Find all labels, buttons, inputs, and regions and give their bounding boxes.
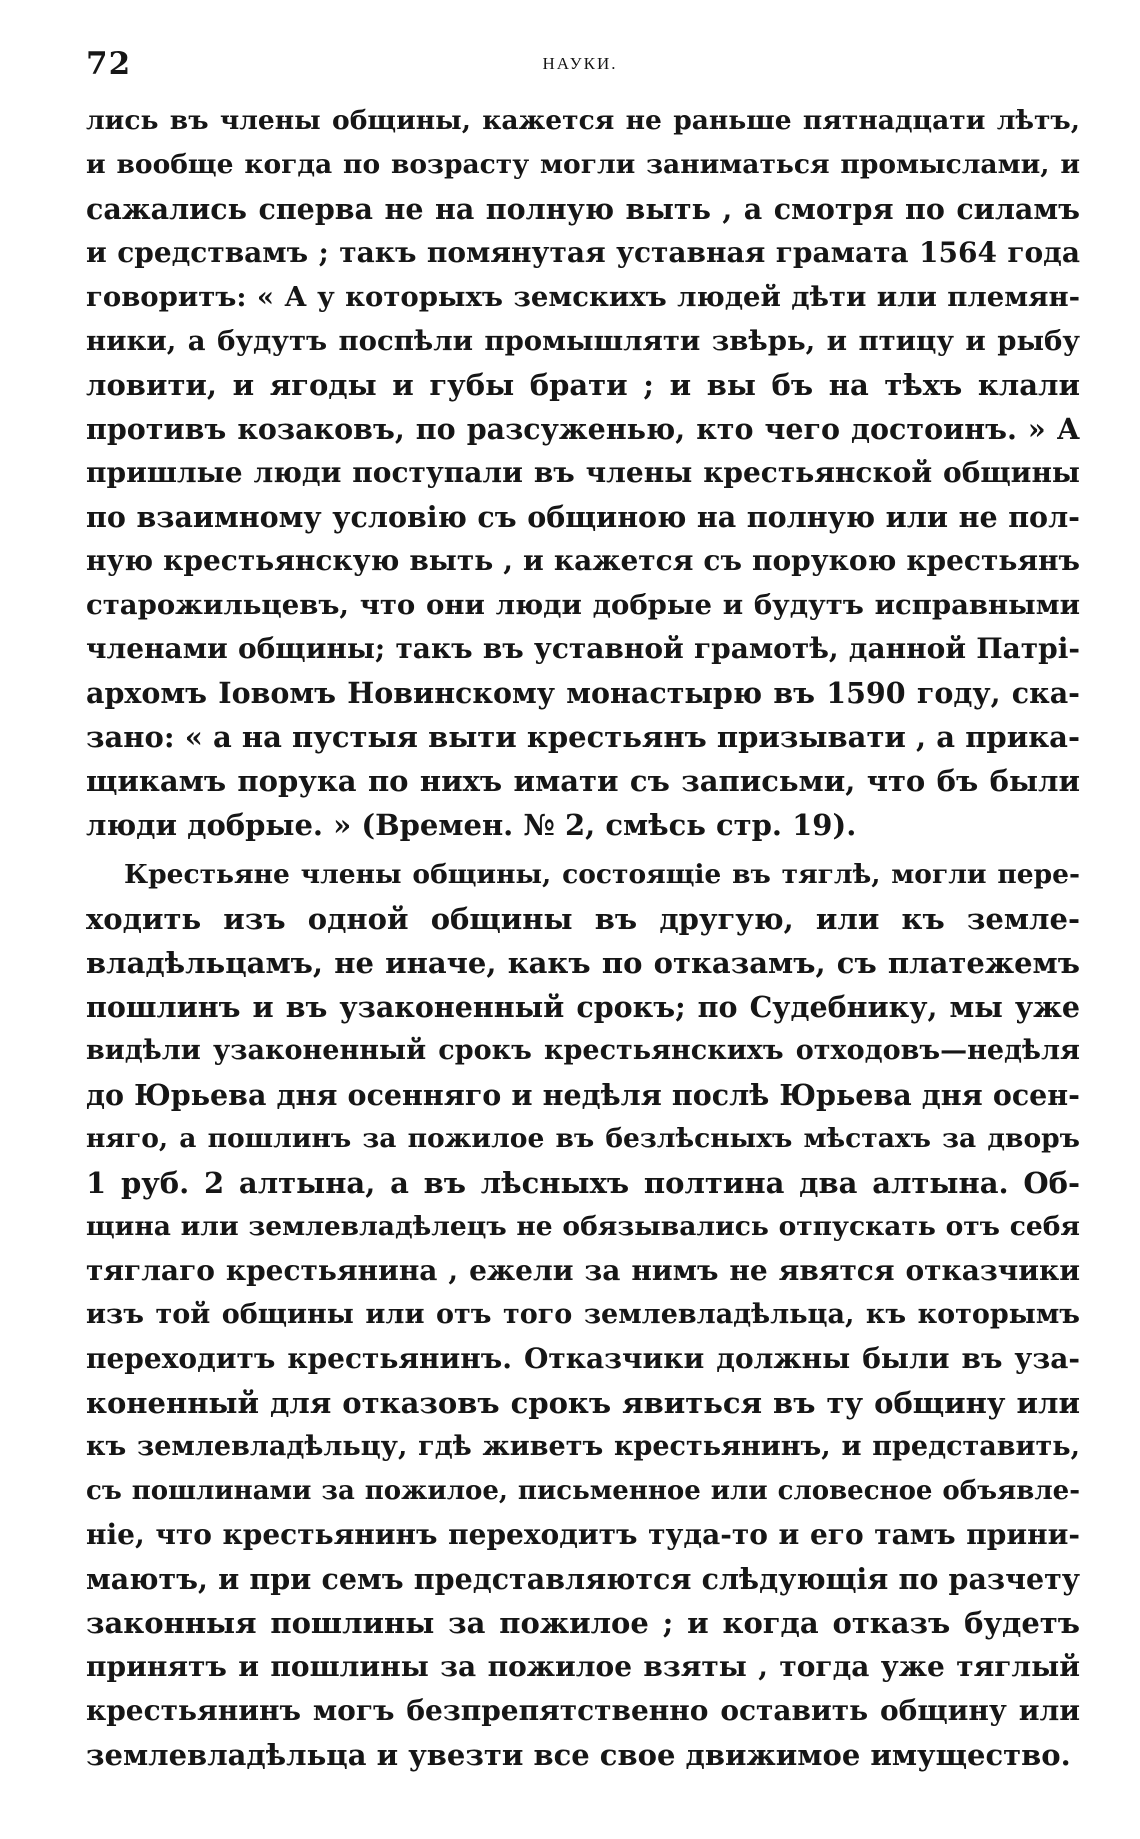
text-line: старожильцевъ, что они люди добрые и будутъ исправными (86, 589, 1080, 621)
paragraph-2 (86, 853, 1080, 1777)
text-line: коненный для отказовъ срокъ явиться въ ту общину или (86, 1386, 1080, 1420)
text-line: тяглаго крестьянина , ежели за нимъ не явятся отказчики (86, 1254, 1080, 1287)
page-number: 72 (86, 46, 132, 82)
text-line: зано: « а на пустыя выти крестьянъ призывати , а прика- (86, 720, 1080, 754)
paragraph-1 (86, 99, 1080, 847)
text-line: 1 руб. 2 алтына, а въ лѣсныхъ полтина два алтына. Об- (86, 1166, 1080, 1200)
text-line: съ пошлинами за пожилое, письменное или словесное объявле- (86, 1476, 1080, 1506)
text-line: люди добрые. » (Времен. № 2, смѣсь стр. 19). (86, 808, 857, 842)
text-line: ловити, и ягоды и губы брати ; и вы бъ на тѣхъ клали (86, 368, 1080, 402)
text-line: ходить изъ одной общины въ другую, или къ земле- (86, 902, 1080, 936)
text-line: ники, а будутъ поспѣли промышляти звѣрь, и птицу и рыбу (86, 325, 1080, 357)
text-line: къ землевладѣльцу, гдѣ живетъ крестьянинъ, и представить, (86, 1431, 1080, 1462)
text-line: видѣли узаконенный срокъ крестьянскихъ отходовъ—недѣля (86, 1035, 1080, 1066)
text-line: противъ козаковъ, по разсуженью, кто чего достоинъ. » А (86, 412, 1080, 446)
text-line: ную крестьянскую выть , и кажется съ порукою крестьянъ (86, 544, 1080, 577)
text-line: крестьянинъ могъ безпрепятственно оставить общину или (86, 1694, 1080, 1727)
body-text (86, 99, 1080, 1777)
text-line: щина или землевладѣлецъ не обязывались отпускать отъ себя (86, 1211, 1080, 1242)
text-line: маютъ, и при семъ представляются слѣдующія по разчету (86, 1562, 1080, 1596)
text-line: владѣльцамъ, не иначе, какъ по отказамъ, съ платежемъ (86, 946, 1080, 980)
text-line: пошлинъ и въ узаконенный срокъ; по Судебнику, мы уже (86, 990, 1080, 1024)
text-line: говоритъ: « А у которыхъ земскихъ людей дѣти или племян- (86, 281, 1080, 313)
text-line: и средствамъ ; такъ помянутая уставная грамата 1564 года (86, 236, 1080, 269)
text-line: архомъ Іовомъ Новинскому монастырю въ 1590 году, ска- (86, 676, 1080, 710)
text-line: сажались сперва не на полную выть , а смотря по силамъ (86, 192, 1080, 226)
text-line: пришлые люди поступали въ члены крестьянской общины (86, 456, 1080, 489)
running-head (86, 46, 1074, 86)
text-line: законныя пошлины за пожилое ; и когда отказъ будетъ (86, 1606, 1080, 1640)
text-line: и вообще когда по возрасту могли заниматься промыслами, и (86, 149, 1080, 180)
text-line: Крестьяне члены общины, состоящіе въ тяглѣ, могли пере- (124, 859, 1080, 890)
text-line: до Юрьева дня осенняго и недѣля послѣ Юрьева дня осен- (86, 1078, 1080, 1112)
text-line: няго, а пошлинъ за пожилое въ безлѣсныхъ мѣстахъ за дворъ (86, 1123, 1080, 1154)
text-line: лись въ члены общины, кажется не раньше пятнадцати лѣтъ, (86, 105, 1080, 136)
text-line: щикамъ порука по нихъ имати съ записьми, что бъ были (86, 764, 1080, 798)
section-title: НАУКИ. (542, 54, 618, 73)
text-line: членами общины; такъ въ уставной грамотѣ, данной Патрі- (86, 632, 1080, 665)
text-line: изъ той общины или отъ того землевладѣльца, къ которымъ (86, 1299, 1080, 1330)
text-line: ніе, что крестьянинъ переходитъ туда-то и его тамъ прини- (86, 1518, 1080, 1551)
text-line: землевладѣльца и увезти все свое движимое имущество. (86, 1738, 1071, 1772)
text-line: принятъ и пошлины за пожилое взяты , тогда уже тяглый (86, 1650, 1080, 1683)
text-line: по взаимному условію съ общиною на полную или не пол- (86, 500, 1080, 534)
text-line: переходитъ крестьянинъ. Отказчики должны были въ уза- (86, 1342, 1080, 1375)
